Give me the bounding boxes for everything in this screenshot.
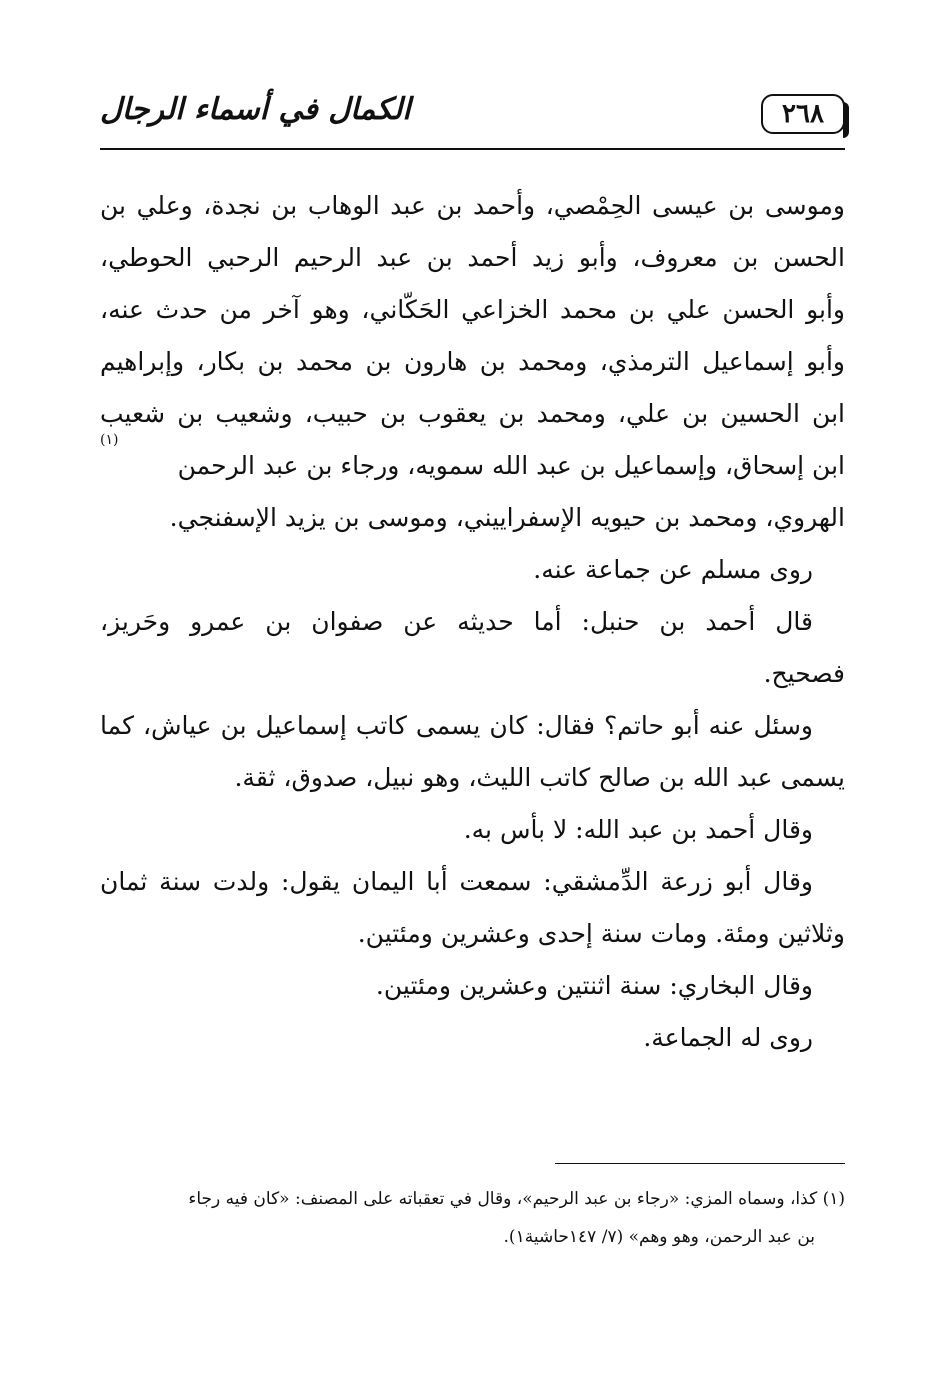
- text-line: فصحيح.: [763, 659, 845, 688]
- text-line: روى مسلم عن جماعة عنه.: [533, 555, 813, 584]
- text-line: ابن الحسين بن علي، ومحمد بن يعقوب بن حبيب، وشعيب بن شعيب: [100, 399, 845, 428]
- footnote-rule: [555, 1163, 845, 1164]
- text-line: روى له الجماعة.: [643, 1023, 813, 1052]
- running-title: الكمال في أسماء الرجال: [100, 92, 411, 127]
- header-rule: [100, 148, 845, 150]
- text-line: وأبو الحسن علي بن محمد الخزاعي الحَكّاني، وهو آخر من حدث عنه،: [100, 295, 845, 324]
- text-line: ابن إسحاق، وإسماعيل بن عبد الله سمويه، ورجاء بن عبد الرحمن: [177, 451, 845, 480]
- text-line: وقال البخاري: سنة اثنتين وعشرين ومئتين.: [375, 971, 813, 1000]
- page-number: ٢٦٨: [761, 94, 845, 134]
- text-line: قال أحمد بن حنبل: أما حديثه عن صفوان بن عمرو وحَريز،: [100, 607, 813, 636]
- text-line: وقال أحمد بن عبد الله: لا بأس به.: [463, 815, 813, 844]
- footnotes: [100, 1180, 845, 1256]
- text-line: وثلاثين ومئة. ومات سنة إحدى وعشرين ومئتين.: [357, 919, 845, 948]
- main-text: [100, 180, 845, 1064]
- page-header: [100, 88, 845, 150]
- text-line: وموسى بن عيسى الحِمْصي، وأحمد بن عبد الوهاب بن نجدة، وعلي بن: [100, 191, 845, 220]
- text-line: وسئل عنه أبو حاتم؟ فقال: كان يسمى كاتب إسماعيل بن عياش، كما: [100, 711, 813, 740]
- footnote-line: (١) كذا، وسماه المزي: «رجاء بن عبد الرحيم»، وقال في تعقباته على المصنف: «كان فيه رجاء: [188, 1189, 845, 1209]
- footnote-marker: (١): [100, 432, 119, 448]
- text-line: يسمى عبد الله بن صالح كاتب الليث، وهو نبيل، صدوق، ثقة.: [234, 763, 845, 792]
- text-line: وأبو إسماعيل الترمذي، ومحمد بن هارون بن محمد بن بكار، وإبراهيم: [100, 347, 845, 376]
- footnote-line: بن عبد الرحمن، وهو وهم» (٧/ ١٤٧حاشية١).: [503, 1227, 815, 1247]
- text-line: الهروي، ومحمد بن حيويه الإسفراييني، وموسى بن يزيد الإسفنجي.: [169, 503, 845, 532]
- text-line-with-footnote: [100, 432, 845, 492]
- text-line: الحسن بن معروف، وأبو زيد أحمد بن عبد الرحيم الرحبي الحوطي،: [100, 243, 845, 272]
- text-line: وقال أبو زرعة الدِّمشقي: سمعت أبا اليمان يقول: ولدت سنة ثمان: [100, 867, 813, 896]
